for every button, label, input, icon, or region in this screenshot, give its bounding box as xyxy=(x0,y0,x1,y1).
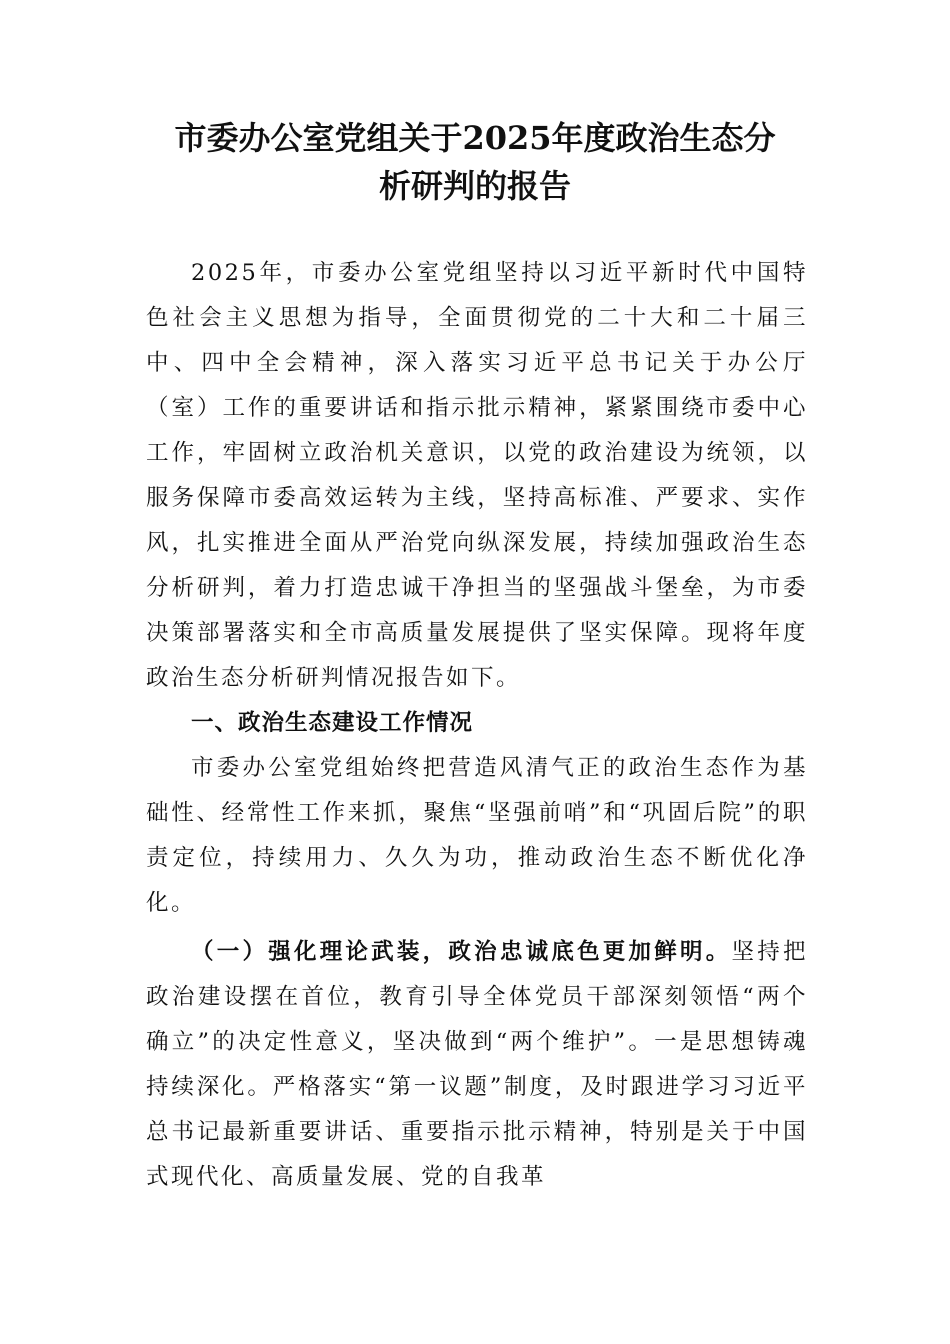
title-line-1: 市委办公室党组关于2025年度政治生态分 xyxy=(174,119,776,157)
intro-paragraph: 2025年，市委办公室党组坚持以习近平新时代中国特色社会主义思想为指导，全面贯彻党的二十大和二十届三中、四中全会精神，深入落实习近平总书记关于办公厅（室）工作的重要讲话和指示批示精神，紧紧围绕市委中心工作，牢固树立政治机关意识，以党的政治建设为统领，以服务保障市委高效运转为主线，坚持高标准、严要求、实作风，扎实推进全面从严治党向纵深发展，持续加强政治生态分析研判，着力打造忠诚干净担当的坚强战斗堡垒，为市委决策部署落实和全市高质量发展提供了坚实保障。现将年度政治生态分析研判情况报告如下。 xyxy=(146,260,808,691)
title-line-2: 析研判的报告 xyxy=(378,167,571,205)
document-body xyxy=(146,251,808,1200)
section-1-heading: 一、政治生态建设工作情况 xyxy=(191,710,474,736)
document-title xyxy=(140,114,810,210)
section-1-paragraph: 市委办公室党组始终把营造风清气正的政治生态作为基础性、经常性工作来抓，聚焦“坚强前哨”和“巩固后院”的职责定位，持续用力、久久为功，推动政治生态不断优化净化。 xyxy=(146,755,808,916)
subsection-1-text: 坚持把政治建设摆在首位，教育引导全体党员干部深刻领悟“两个确立”的决定性意义，坚决做到“两个维护”。一是思想铸魂持续深化。严格落实“第一议题”制度，及时跟进学习习近平总书记最新重要讲话、重要指示批示精神，特别是关于中国式现代化、高质量发展、党的自我革 xyxy=(146,939,808,1190)
subsection-1-paragraph xyxy=(146,930,808,1200)
subsection-1-lead: （一）强化理论武装，政治忠诚底色更加鲜明。 xyxy=(191,939,732,965)
